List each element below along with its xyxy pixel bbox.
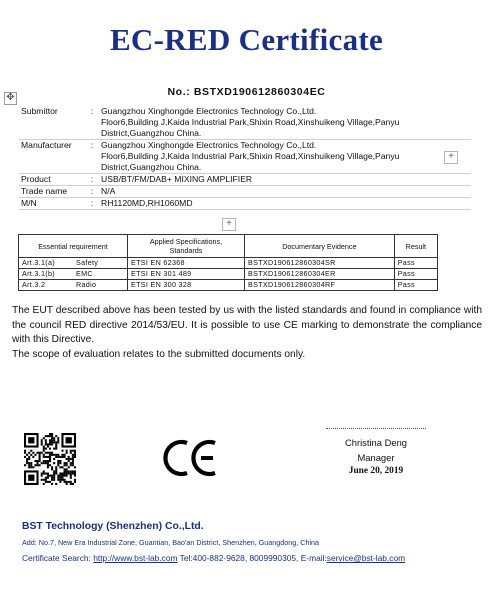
table-move-handle-icon[interactable]: ✥ bbox=[4, 92, 17, 105]
info-value-line: Guangzhou Xinghongde Electronics Technology Co.,Ltd. bbox=[101, 106, 317, 116]
signature-block bbox=[322, 428, 430, 476]
requirements-row bbox=[19, 269, 438, 280]
search-label: Certificate Search: bbox=[22, 553, 94, 563]
info-value bbox=[99, 186, 471, 198]
requirements-cell: ETSI EN 301 489 bbox=[128, 269, 245, 280]
certificate-title: EC-RED Certificate bbox=[109, 22, 384, 57]
qr-code-icon bbox=[24, 433, 76, 485]
requirements-header-cell: Documentary Evidence bbox=[245, 235, 395, 258]
statement-paragraph: The EUT described above has been tested by us with the listed standards and found in compliance with the council RED directive 2014/53/EU. It is possible to use CE marking to demonstrate the compliance with this Directive. bbox=[12, 305, 482, 346]
compliance-statement bbox=[12, 304, 482, 362]
signature-date: June 20, 2019 bbox=[348, 466, 404, 476]
info-value bbox=[99, 174, 471, 186]
info-value-line: Floor6,Building J,Kaida Industrial Park,Shixin Road,Xinshuikeng Village,Panyu bbox=[101, 151, 400, 161]
info-colon: : bbox=[85, 174, 99, 186]
info-colon: : bbox=[85, 198, 99, 210]
signatory-role: Manager bbox=[357, 452, 395, 463]
requirements-cell: Art.3.2 bbox=[19, 280, 74, 291]
info-colon: : bbox=[85, 186, 99, 198]
info-value bbox=[99, 106, 471, 140]
company-address: Add: No.7, New Era Industrial Zone, Guantian, Bao'an District, Shenzhen, Guangdong, China bbox=[22, 538, 320, 547]
requirements-cell: EMC bbox=[73, 269, 128, 280]
requirements-cell: BSTXD190612860304ER bbox=[245, 269, 395, 280]
add-column-plus-icon[interactable]: + bbox=[444, 151, 458, 164]
email-link[interactable]: service@bst-lab.com bbox=[326, 553, 406, 563]
info-label: Manufacturer bbox=[19, 140, 85, 174]
requirements-cell: Radio bbox=[73, 280, 128, 291]
info-label: Product bbox=[19, 174, 85, 186]
info-value-line: RH1120MD,RH1060MD bbox=[101, 198, 193, 208]
info-value-line: District,Guangzhou China. bbox=[101, 162, 202, 172]
info-row bbox=[19, 198, 471, 210]
info-colon: : bbox=[85, 140, 99, 174]
info-value bbox=[99, 198, 471, 210]
requirements-header-cell: Applied Specifications, Standards bbox=[128, 235, 245, 258]
requirements-cell: BSTXD190612860304RF bbox=[245, 280, 395, 291]
scope-paragraph: The scope of evaluation relates to the submitted documents only. bbox=[12, 348, 306, 360]
requirements-cell: Safety bbox=[73, 258, 128, 269]
requirements-table bbox=[18, 234, 438, 291]
info-colon: : bbox=[85, 106, 99, 140]
info-label: Submittor bbox=[19, 106, 85, 140]
add-row-plus-icon[interactable]: + bbox=[222, 218, 236, 231]
requirements-cell: Pass bbox=[394, 280, 437, 291]
info-row bbox=[19, 140, 471, 174]
requirements-row bbox=[19, 258, 438, 269]
info-row bbox=[19, 106, 471, 140]
info-row bbox=[19, 186, 471, 198]
requirements-header-cell: Essential requirement bbox=[19, 235, 128, 258]
requirements-cell: ETSI EN 62368 bbox=[128, 258, 245, 269]
ce-mark-icon bbox=[160, 438, 220, 478]
requirements-row bbox=[19, 280, 438, 291]
signature-line bbox=[326, 428, 426, 429]
requirements-cell: Pass bbox=[394, 269, 437, 280]
info-value-line: Floor6,Building J,Kaida Industrial Park,Shixin Road,Xinshuikeng Village,Panyu bbox=[101, 117, 400, 127]
info-row bbox=[19, 174, 471, 186]
requirements-cell: BSTXD190612860304SR bbox=[245, 258, 395, 269]
requirements-header-row bbox=[19, 235, 438, 258]
info-label: M/N bbox=[19, 198, 85, 210]
info-value-line: Guangzhou Xinghongde Electronics Technology Co.,Ltd. bbox=[101, 140, 317, 150]
contact-text: Tel:400-882-9628, 8009990305, E-mail: bbox=[177, 553, 327, 563]
signatory-name: Christina Deng bbox=[344, 437, 407, 448]
requirements-cell: Art.3.1(b) bbox=[19, 269, 74, 280]
requirements-cell: Art.3.1(a) bbox=[19, 258, 74, 269]
certificate-number: No.: BSTXD190612860304EC bbox=[167, 86, 326, 98]
info-value-line: District,Guangzhou China. bbox=[101, 128, 202, 138]
product-info-table bbox=[19, 106, 471, 210]
requirements-header-cell: Result bbox=[394, 235, 437, 258]
company-name: BST Technology (Shenzhen) Co.,Ltd. bbox=[22, 521, 204, 532]
info-value bbox=[99, 140, 471, 174]
info-value-line: N/A bbox=[101, 186, 116, 196]
requirements-cell: ETSI EN 300 328 bbox=[128, 280, 245, 291]
website-link[interactable]: http://www.bst-lab.com bbox=[93, 553, 178, 563]
info-label: Trade name bbox=[19, 186, 85, 198]
requirements-cell: Pass bbox=[394, 258, 437, 269]
info-value-line: USB/BT/FM/DAB+ MIXING AMPLIFIER bbox=[101, 174, 253, 184]
certificate-search-line bbox=[22, 553, 405, 563]
